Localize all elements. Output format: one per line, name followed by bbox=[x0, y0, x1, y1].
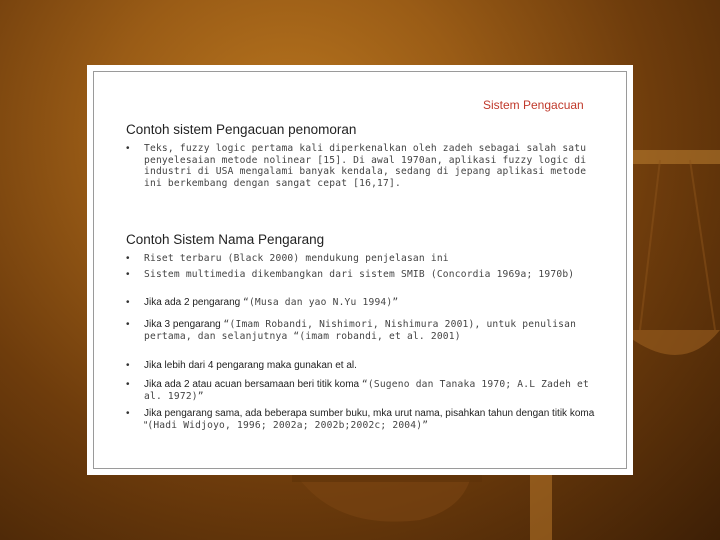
bullet-icon: • bbox=[126, 269, 130, 280]
item-label: Jika ada 2 pengarang bbox=[144, 297, 243, 308]
bullet-icon: • bbox=[126, 360, 130, 371]
item-label: Jika lebih dari 4 pengarang maka gunakan et al. bbox=[144, 360, 357, 371]
item-text: Sistem multimedia dikembangkan dari sistem SMIB (Concordia 1969a; 1970b) bbox=[144, 269, 575, 280]
item-citation: (Hadi Widjoyo, 1996; 2002a; 2002b;2002c; 2004)” bbox=[147, 419, 429, 431]
slide-title: Sistem Pengacuan bbox=[483, 98, 584, 112]
item-text: Teks, fuzzy logic pertama kali diperkenalkan oleh zadeh sebagai salah satu penyelesaian metode nolinear [15]. Di awal 1970an, aplikasi fuzzy logic di industri di USA mengalami banyak kendala, sedang di jepang aplikasi metode ini berkembang dengan sangat cepat [16,17]. bbox=[144, 143, 587, 189]
bullet-icon: • bbox=[126, 297, 130, 308]
bullet-icon: • bbox=[126, 143, 130, 154]
slide-panel bbox=[87, 65, 633, 475]
list-item bbox=[126, 143, 596, 213]
bullet-icon: • bbox=[126, 319, 130, 330]
item-label: Jika 3 pengarang bbox=[144, 319, 224, 330]
section-heading-author: Contoh Sistem Nama Pengarang bbox=[126, 232, 325, 247]
bullet-icon: • bbox=[126, 408, 130, 419]
item-citation: “(Musa dan yao N.Yu 1994)” bbox=[242, 297, 399, 308]
item-label: Jika ada 2 atau acuan bersamaan beri titik koma bbox=[144, 379, 362, 390]
slide-content bbox=[93, 71, 627, 469]
section-heading-numbering: Contoh sistem Pengacuan penomoran bbox=[126, 122, 357, 137]
item-citation: “(Imam Robandi, Nishimori, Nishimura 2001), untuk penulisan pertama, dan selanjutnya “(imam robandi, et al. 2001) bbox=[144, 319, 577, 342]
item-citation: “(Sugeno dan Tanaka 1970; A.L Zadeh et al. 1972)” bbox=[144, 379, 589, 402]
item-text: Riset terbaru (Black 2000) mendukung penjelasan ini bbox=[144, 253, 449, 264]
item-label: Jika pengarang sama, ada beberapa sumber buku, mka urut nama, pisahkan tahun dengan titik koma “ bbox=[144, 408, 595, 431]
bullet-icon: • bbox=[126, 379, 130, 390]
bullet-icon: • bbox=[126, 253, 130, 264]
